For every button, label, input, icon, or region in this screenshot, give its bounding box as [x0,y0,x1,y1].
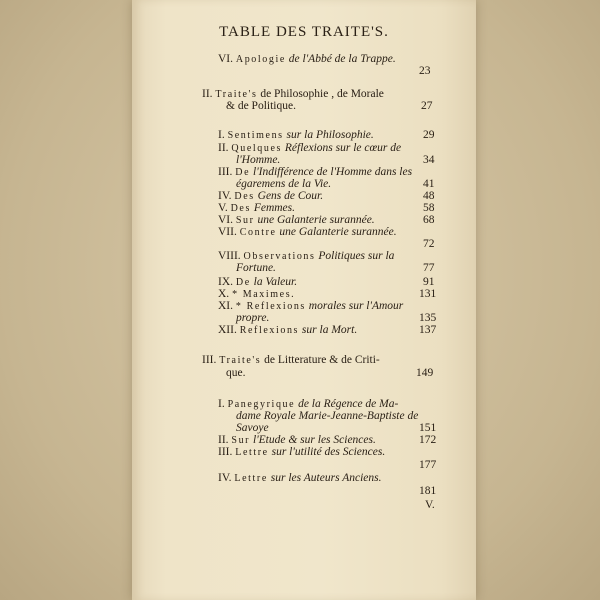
section-heading-litterature [202,354,380,366]
toc-entry [218,166,412,178]
page-number: 41 [423,178,435,190]
toc-entry [218,324,357,336]
page-number: 91 [423,276,435,288]
page-number: 23 [419,65,431,77]
entry-text: IV. [218,190,232,202]
entry-text: propre. [236,312,270,324]
entry-text: I. [218,129,225,141]
entry-text: XI. [218,300,234,312]
entry-text: * Reflexions [235,301,306,312]
entry-text: II. [218,434,229,446]
entry-text: l'Homme. [236,154,281,166]
entry-text: sur les Auteurs Anciens. [270,472,382,484]
toc-entry-continuation [236,154,280,166]
toc-entry-continuation [236,422,269,434]
toc-entry-apologie [218,53,396,65]
entry-text: Traite's [215,89,258,100]
entry-text: Observations [243,251,316,262]
entry-text: Quelques [231,143,282,154]
entry-text: de Litterature & de Criti- [264,354,380,366]
entry-text: VII. [218,226,237,238]
toc-entry [218,398,398,410]
page-number: 68 [423,214,435,226]
entry-text: sur la Mort. [301,324,358,336]
entry-text: Gens de Cour. [257,190,324,202]
entry-text: Traite's [219,355,262,366]
entry-text: III. [202,354,217,366]
page-number: 27 [421,100,433,112]
toc-entry [218,276,297,288]
entry-text: IV. [218,472,232,484]
entry-text: Sur [235,215,255,226]
entry-text: Réflexions sur le cœur de [284,142,402,154]
entry-text: XII. [218,324,237,336]
page-number: 34 [423,154,435,166]
page-number: 177 [419,459,437,471]
page-number: 135 [419,312,437,324]
toc-entry [218,446,385,458]
toc-entry-continuation [236,312,269,324]
entry-text: morales sur l'Amour [308,300,404,312]
entry-text: De [235,277,251,288]
entry-text: Des [234,191,255,202]
entry-text: Femmes. [253,202,296,214]
entry-text: V. [218,202,228,214]
entry-text: égaremens de la Vie. [236,178,332,190]
toc-entry-continuation [236,262,276,274]
toc-entry [218,226,397,238]
entry-text: Des [230,203,251,214]
toc-entry [218,250,394,262]
entry-text: II. [202,88,213,100]
entry-text: une Galanterie surannée. [257,214,375,226]
entry-text: une Galanterie surannée. [279,226,397,238]
entry-text: De [235,167,251,178]
entry-text: Reflexions [239,325,300,336]
toc-entry [218,472,382,484]
entry-text: Fortune. [236,262,276,274]
entry-text: Sur [231,435,251,446]
entry-text: Savoye [236,422,269,434]
entry-text: Politiques sur la [318,250,395,262]
page-number: 151 [419,422,437,434]
entry-text: Apologie [235,54,286,65]
page-number: 131 [419,288,437,300]
toc-entry [218,214,375,226]
toc-entry-continuation [236,178,331,190]
entry-text: VI. [218,53,234,65]
page-number: 72 [423,238,435,250]
page-number: 77 [423,262,435,274]
section-heading-philosophie [202,88,384,100]
toc-entry [218,300,403,312]
entry-text: * Maximes. [232,289,296,300]
page-number: 172 [419,434,437,446]
entry-text: de la Régence de Ma- [298,398,399,410]
page-number: 137 [419,324,437,336]
toc-entry [218,202,295,214]
entry-text: Sentimens [227,130,284,141]
page-number: 58 [423,202,435,214]
entry-text: Lettre [235,447,269,458]
entry-text: VI. [218,214,234,226]
entry-text: sur l'utilité des Sciences. [271,446,386,458]
entry-text: Contre [239,227,277,238]
entry-text: la Valeur. [253,276,298,288]
toc-entry [218,288,295,300]
page-number: 181 [419,485,437,497]
entry-text: Panegyrique [227,399,296,410]
entry-text: de Philosophie , de Morale [260,88,384,100]
entry-text: l'Indifférence de l'Homme dans les [253,166,413,178]
toc-entry [218,142,401,154]
entry-text: II. [218,142,229,154]
toc-entry [218,190,323,202]
entry-text: III. [218,166,233,178]
entry-text: III. [218,446,233,458]
book-page [132,0,476,600]
section-heading-continuation: & de Politique. [226,100,296,112]
entry-text: dame Royale Marie-Jeanne-Baptiste de [236,410,419,422]
entry-text: Lettre [234,473,268,484]
entry-text: X. [218,288,230,300]
section-heading-continuation: que. [226,367,246,379]
toc-entry [218,434,376,446]
page-number: 48 [423,190,435,202]
entry-text: sur la Philosophie. [286,129,374,141]
entry-text: de l'Abbé de la Trappe. [288,53,396,65]
toc-entry [218,129,374,141]
entry-text: l'Etude & sur les Sciences. [253,434,376,446]
page-number: 29 [423,129,435,141]
entry-text: I. [218,398,225,410]
toc-entry-continuation [236,410,418,422]
page-title: TABLE DES TRAITE'S. [219,24,389,40]
page-number: 149 [416,367,434,379]
entry-text: VIII. [218,250,241,262]
entry-text: IX. [218,276,234,288]
catchword: V. [425,499,435,511]
